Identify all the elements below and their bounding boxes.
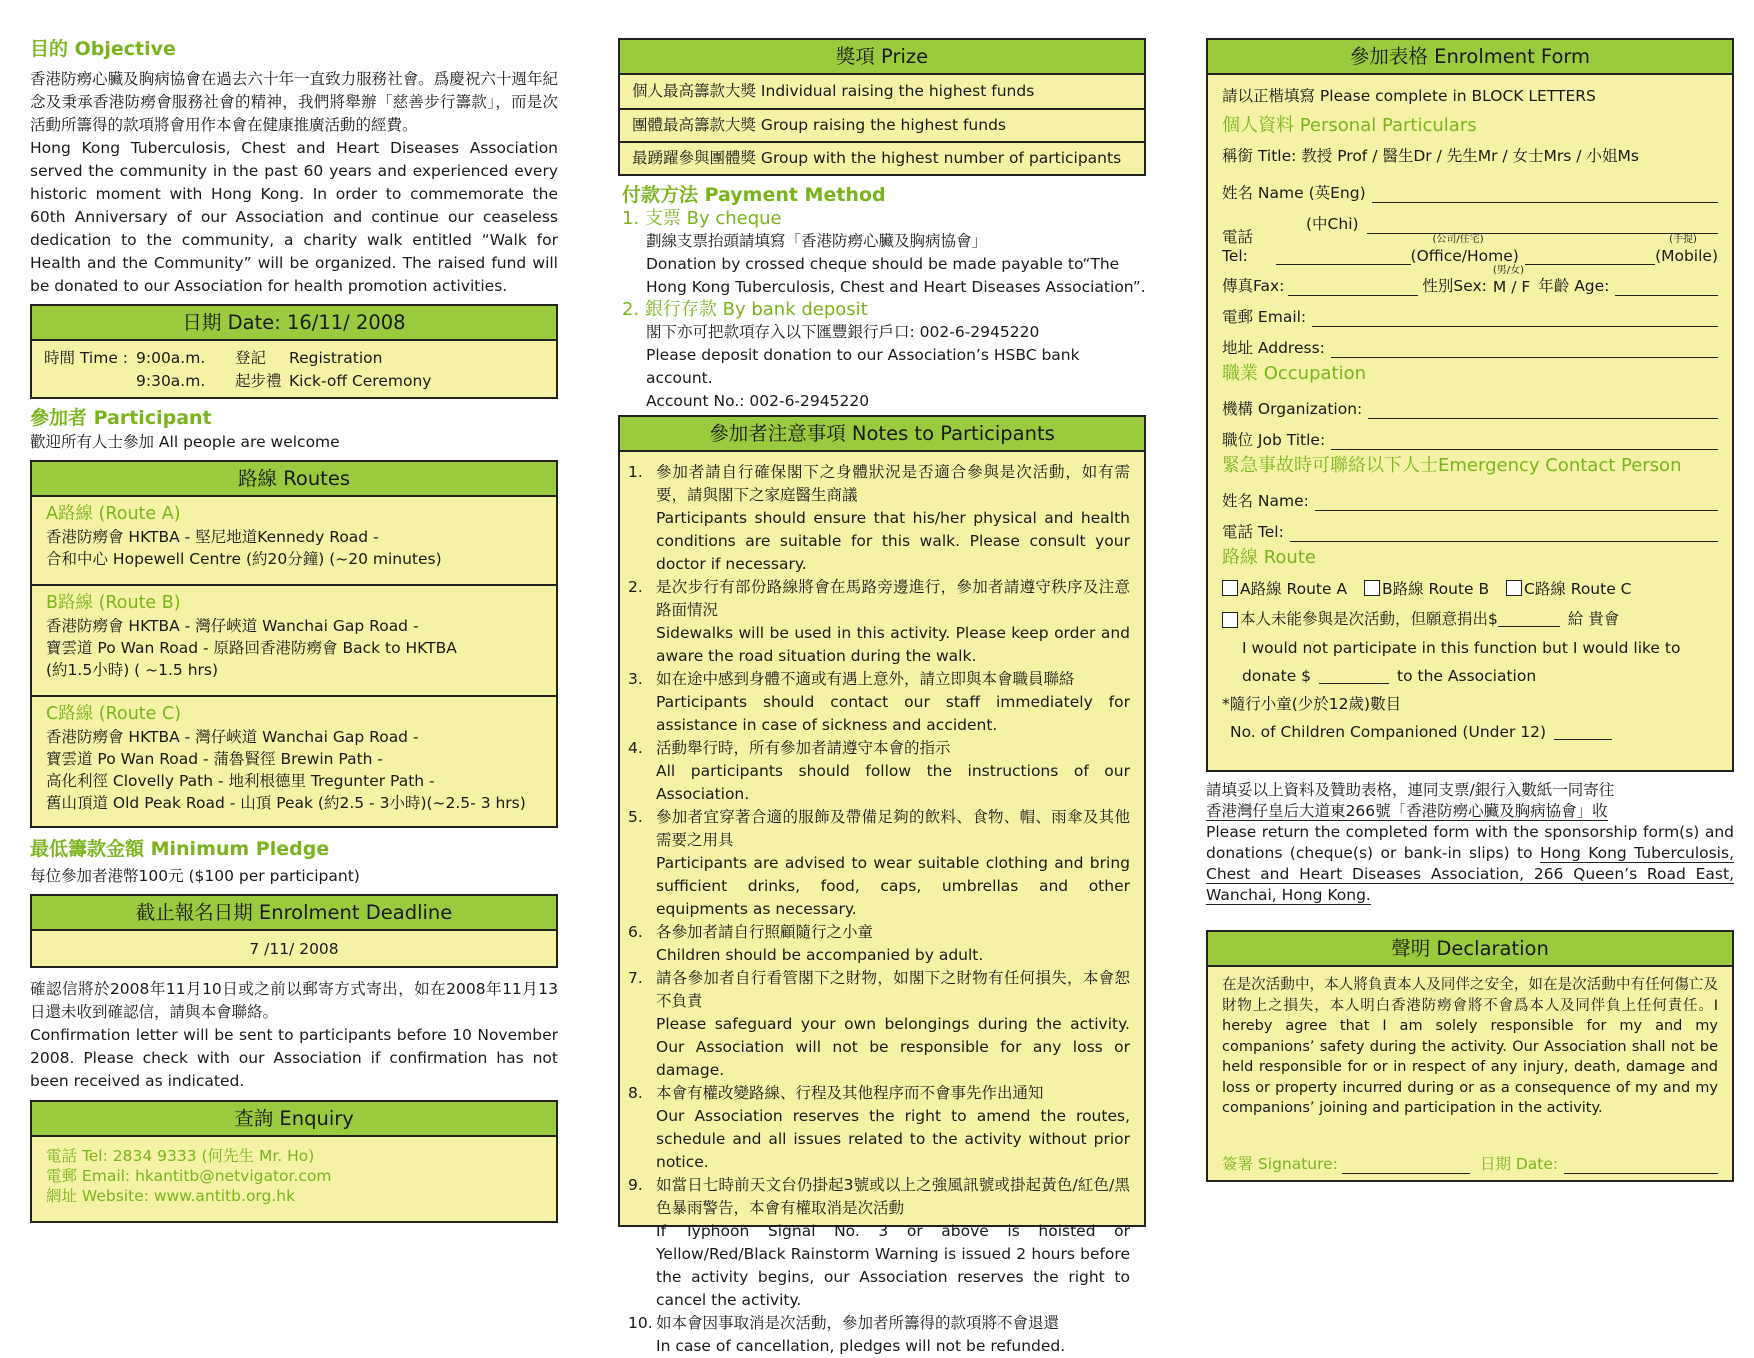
note-item [628,806,1130,921]
note-zh: 本會有權改變路線、行程及其他程序而不會事先作出通知 [656,1084,1044,1102]
donate-en-2a: donate $ [1242,667,1312,685]
confirmation-en: Confirmation letter will be sent to participants before 10 November 2008. Please check with our Association if confirmation has not been received as indicated. [30,1026,558,1090]
date-row [44,370,556,393]
office-home-sup: (公司/住宅) [1432,234,1484,245]
enquiry-tel: 電話 Tel: 2834 9333 (何先生 Mr. Ho) [46,1147,315,1165]
note-en: Please safeguard your own belongings during the activity. Our Association will not be responsible for any loss or damage. [656,1015,1130,1079]
note-number: 9. [628,1176,643,1194]
age-field[interactable] [1615,279,1718,296]
date-label: 日期 Date: [1479,1155,1559,1173]
deadline-box [30,894,558,968]
route-a-name: A路線 (Route A) [46,504,181,524]
note-item [628,921,1130,967]
name-chi-label: (中Chi) [1306,215,1359,233]
cheque-en: Donation by crossed cheque should be made payable to“The Hong Kong Tuberculosis, Chest and Heart Diseases Association”. [646,255,1146,296]
route-line: 高化利徑 Clovelly Path - 地利根德里 Tregunter Path - [46,772,435,790]
note-zh: 是次步行有部份路線將會在馬路旁邊進行，參加者請遵守秩序及注意路面情況 [656,578,1130,619]
note-item [628,668,1130,737]
prize-title: 獎項 Prize [620,40,1144,75]
confirmation-zh: 確認信將於2008年11月10日或之前以郵寄方式寄出，如在2008年11月13日還未收到確認信，請與本會聯絡。 [30,980,558,1021]
time-zh: 登記 [235,349,267,367]
emergency-name-field[interactable] [1315,494,1718,511]
mobile-sup: (手提) [1669,234,1697,245]
objective-title: 目的 Objective [30,38,176,60]
enquiry-box [30,1100,558,1223]
route-b-label: B路線 Route B [1382,580,1490,598]
donate-zh-a: 本人未能參與是次活動，但願意捐出$ [1240,610,1498,628]
note-en: Participants should ensure that his/her physical and health conditions are suitable for this walk. Please consult your doctor if necessary. [656,509,1130,573]
note-number: 2. [628,578,643,596]
declaration-text: 在是次活動中，本人將負責本人及同伴之安全，如在是次活動中有任何傷亡及財物上之損失，本人明白香港防癆會將不會爲本人及同伴負上任何責任。I hereby agree that I am solely responsible for my and my companions’ safety during the activity. Our Association shall not be held responsible for or in respect of any injury, death, damage and loss or property incurred during or as a consequence of my and my companions’ joining and participation in the activity. [1222,977,1718,1116]
route-b [32,584,556,695]
note-en: Sidewalks will be used in this activity. Please keep order and aware the road situation during the walk. [656,624,1130,665]
note-en: If Typhoon Signal No. 3 or above is hoisted or Yellow/Red/Black Rainstorm Warning is issued 2 hours before the activity begins, our Association reserves the right to cancel the activity. [656,1222,1130,1309]
note-zh: 各參加者請自行照顧隨行之小童 [656,923,874,941]
name-chi-field[interactable] [1367,217,1718,234]
age-label: 年齡 Age: [1538,277,1610,295]
address-label: 地址 Address: [1222,339,1325,357]
bank-zh: 閣下亦可把款項存入以下匯豐銀行戶口: 002-6-2945220 [646,323,1040,341]
date-box [30,304,558,399]
return-en-a: Please return the completed form with the sponsorship form(s) and donations (cheque(s) or bank-in slips) to [1206,823,1734,862]
route-c-name: C路線 (Route C) [46,704,182,724]
objective-zh: 香港防癆心臟及胸病協會在過去六十年一直致力服務社會。爲慶祝六十週年紀念及秉承香港防癆會服務社會的精神，我們將舉辦「慈善步行籌款」，而是次活動所籌得的款項將會用作本會在健康推廣活動的經費。 [30,70,558,134]
routes-title: 路線 Routes [32,462,556,497]
donate-en-1: I would not participate in this function but I would like to [1242,639,1681,657]
note-en: Participants are advised to wear suitable clothing and bring sufficient drinks, food, caps, umbrellas and other equipments as necessary. [656,854,1130,918]
enrolment-form [1206,38,1734,772]
prize-item: 團體最高籌款大獎 Group raising the highest funds [620,108,1144,141]
note-en: Participants should contact our staff immediately for assistance in case of sickness and accident. [656,693,1130,734]
route-line: 寶雲道 Po Wan Road - 蒲魯賢徑 Brewin Path - [46,750,383,768]
signature-row [1222,1152,1718,1174]
return-info [1206,780,1734,906]
return-zh-2: 香港灣仔皇后大道東266號「香港防癆心臟及胸病協會」收 [1206,802,1608,820]
route-line: 香港防癆會 HKTBA - 灣仔峽道 Wanchai Gap Road - [46,728,419,746]
organization-label: 機構 Organization: [1222,400,1363,418]
note-number: 10. [628,1314,653,1332]
prize-item: 個人最高籌款大獎 Individual raising the highest funds [632,82,1035,100]
address-row [1222,327,1718,358]
sex-label: 性別Sex: [1422,277,1487,295]
date-field[interactable] [1564,1157,1718,1174]
note-zh: 參加者宜穿著合適的服飾及帶備足夠的飲料、食物、帽、雨傘及其他需要之用具 [656,808,1130,849]
email-row [1222,296,1718,327]
note-item [628,1082,1130,1174]
route-choice-title: 路線 Route [1222,547,1316,568]
organization-row [1222,390,1718,419]
time-label: 時間 Time : [44,349,129,367]
prize-item: 最踴躍參與團體獎 Group with the highest number of participants [620,141,1144,174]
bank-en: Please deposit donation to our Association’s HSBC bank account. [646,346,1080,387]
note-zh: 如本會因事取消是次活動，參加者所籌得的款項將不會退還 [656,1314,1060,1332]
time-en: Registration [289,349,383,367]
note-number: 1. [628,463,643,481]
address-field[interactable] [1331,341,1718,358]
route-c [32,695,556,820]
declaration-title: 聲明 Declaration [1208,932,1732,967]
time-value: 9:30a.m. [136,372,206,390]
route-a [32,497,556,584]
objective-en: Hong Kong Tuberculosis, Chest and Heart Diseases Association served the community in the past 60 years and experienced every historic moment with Hong Kong. In order to commemorate the 60th Anniversary of our Association and continue our ceaseless dedication to the community, a charity walk entitled “Walk for Health and the Community” will be organized. The raised fund will be donated to our Association for health promotion activities. [30,139,558,295]
organization-field[interactable] [1368,402,1718,419]
donate-row [1222,604,1718,634]
name-eng-row [1222,172,1718,203]
name-eng-field[interactable] [1372,186,1718,203]
route-line: 舊山頂道 Old Peak Road - 山頂 Peak (約2.5 - 3小時)(~2.5- 3 hrs) [46,794,526,812]
return-en-address: Hong Kong Tuberculosis, Chest and Heart Diseases Association, 266 Queen’s Road East, Wanchai, Hong Kong. [1206,844,1734,904]
return-zh-1: 請填妥以上資料及贊助表格，連同支票/銀行入數紙一同寄往 [1206,781,1615,799]
notes-list [620,452,1144,1358]
bank-title: 2. 銀行存款 By bank deposit [622,299,868,320]
job-title-field[interactable] [1331,433,1718,450]
note-en: Children should be accompanied by adult. [656,946,984,964]
donate-en-row [1222,662,1718,690]
occupation-title: 職業 Occupation [1222,363,1367,384]
column-left [30,38,558,1223]
route-c-checkbox[interactable] [1506,580,1522,596]
time-value: 9:00a.m. [136,349,206,367]
note-zh: 如當日七時前天文台仍掛起3號或以上之強風訊號或掛起黃色/紅色/黑色暴雨警告，本會有權取消是次活動 [656,1176,1130,1217]
date-title: 日期 Date: 16/11/ 2008 [32,306,556,341]
route-line: 合和中心 Hopewell Centre (約20分鐘) (~20 minutes) [46,550,442,568]
tel-office-field[interactable] [1276,248,1410,265]
note-number: 3. [628,670,643,688]
fax-field[interactable] [1288,279,1418,296]
note-en: Our Association reserves the right to amend the routes, schedule and all issues related to the activity without prior notice. [656,1107,1130,1171]
route-a-label: A路線 Route A [1240,580,1348,598]
column-right [1206,38,1734,1173]
route-c-label: C路線 Route C [1524,580,1632,598]
note-number: 6. [628,923,643,941]
route-checkboxes [1222,574,1718,604]
note-zh: 如在途中感到身體不適或有遇上意外，請立即與本會職員聯絡 [656,670,1075,688]
emergency-name-label: 姓名 Name: [1222,492,1309,510]
signature-field[interactable] [1342,1157,1470,1174]
tel-label: 電話Tel: [1222,228,1254,265]
fax-row [1222,265,1718,296]
prize-box [618,38,1146,176]
donate-amount-field[interactable] [1498,610,1560,627]
note-number: 8. [628,1084,643,1102]
email-field[interactable] [1312,310,1718,327]
donate-en-amount-field[interactable] [1319,667,1389,684]
enquiry-title: 查詢 Enquiry [32,1102,556,1137]
donate-zh-b: 給 貴會 [1567,610,1620,628]
deadline-title: 截止報名日期 Enrolment Deadline [32,896,556,931]
notes-box [618,415,1146,1355]
name-eng-label: 姓名 Name (英Eng) [1222,184,1366,202]
declaration-box [1206,930,1734,1182]
sex-sup: (男/女) [1492,265,1525,276]
date-row [44,347,556,370]
name-chi-row [1222,203,1718,234]
pledge-text: 每位參加者港幣100元 ($100 per participant) [30,867,360,885]
emergency-title: 緊急事故時可聯絡以下人士Emergency Contact Person [1222,455,1682,476]
routes-box [30,460,558,828]
mobile-label: (Mobile) [1655,247,1719,265]
route-line: 香港防癆會 HKTBA - 堅尼地道Kennedy Road - [46,528,379,546]
participant-text: 歡迎所有人士參加 All people are welcome [30,433,340,451]
note-item [628,1174,1130,1312]
form-title: 參加表格 Enrolment Form [1208,40,1732,75]
route-line: 寶雲道 Po Wan Road - 原路回香港防癆會 Back to HKTBA [46,639,457,657]
route-b-name: B路線 (Route B) [46,593,181,613]
emergency-tel-field[interactable] [1290,525,1718,542]
route-line: 香港防癆會 HKTBA - 灣仔峽道 Wanchai Gap Road - [46,617,419,635]
notes-title: 參加者注意事項 Notes to Participants [620,417,1144,452]
personal-title: 個人資料 Personal Particulars [1222,115,1477,136]
email-label: 電郵 Email: [1222,308,1307,326]
route-line: (約1.5小時) ( ~1.5 hrs) [46,661,219,679]
sex-value[interactable]: M / F [1492,278,1531,296]
note-zh: 請各參加者自行看管閣下之財物，如閣下之財物有任何損失，本會恕不負責 [656,969,1130,1010]
children-row [1222,718,1718,746]
job-title-row [1222,419,1718,450]
deadline-date: 7 /11/ 2008 [249,940,339,958]
tel-mobile-field[interactable] [1525,248,1655,265]
title-choices[interactable]: 稱銜 Title: 教授 Prof / 醫生Dr / 先生Mr / 女士Mrs / 小姐Ms [1222,147,1639,165]
route-a-checkbox[interactable] [1222,580,1238,596]
note-zh: 參加者請自行確保閣下之身體狀況是否適合參與是次活動，如有需要，請與閣下之家庭醫生商議 [656,463,1130,504]
bank-account: Account No.: 002-6-2945220 [646,392,870,410]
note-number: 7. [628,969,643,987]
emergency-tel-row [1222,511,1718,542]
note-item [628,737,1130,806]
time-zh: 起步禮 [235,372,282,390]
pledge-title: 最低籌款金額 Minimum Pledge [30,838,330,860]
note-item [628,576,1130,668]
cheque-zh: 劃線支票抬頭請填寫「香港防癆心臟及胸病協會」 [646,232,988,250]
note-item [628,967,1130,1082]
cheque-title: 1. 支票 By cheque [622,208,782,229]
note-number: 4. [628,739,643,757]
note-zh: 活動舉行時，所有參加者請遵守本會的指示 [656,739,951,757]
return-en [1206,822,1734,906]
column-middle [618,38,1146,1355]
payment-title: 付款方法 Payment Method [622,184,886,206]
route-b-checkbox[interactable] [1364,580,1380,596]
fax-label: 傳真Fax: [1222,277,1285,295]
enquiry-email[interactable]: 電郵 Email: hkantitb@netvigator.com [46,1167,332,1185]
note-en: All participants should follow the instructions of our Association. [656,762,1130,803]
participant-title: 參加者 Participant [30,407,212,429]
job-title-label: 職位 Job Title: [1222,431,1326,449]
note-number: 5. [628,808,643,826]
time-en: Kick-off Ceremony [289,372,432,390]
children-count-field[interactable] [1554,723,1612,740]
tel-row [1222,228,1719,265]
note-item [628,461,1130,576]
form-instruction: 請以正楷填寫 Please complete in BLOCK LETTERS [1222,87,1596,105]
note-item [628,1312,1130,1358]
enquiry-website[interactable]: 網址 Website: www.antitb.org.hk [46,1187,296,1205]
emergency-name-row [1222,482,1718,511]
signature-label: 簽署 Signature: [1222,1155,1338,1173]
donate-en-2b: to the Association [1397,667,1537,685]
emergency-tel-label: 電話 Tel: [1222,523,1284,541]
office-home-label: (Office/Home) [1410,247,1519,265]
note-en: In case of cancellation, pledges will not be refunded. [656,1337,1066,1355]
children-en: No. of Children Companioned (Under 12) [1230,723,1547,741]
donate-checkbox[interactable] [1222,612,1238,628]
children-zh: *隨行小童(少於12歲)數目 [1222,695,1402,713]
